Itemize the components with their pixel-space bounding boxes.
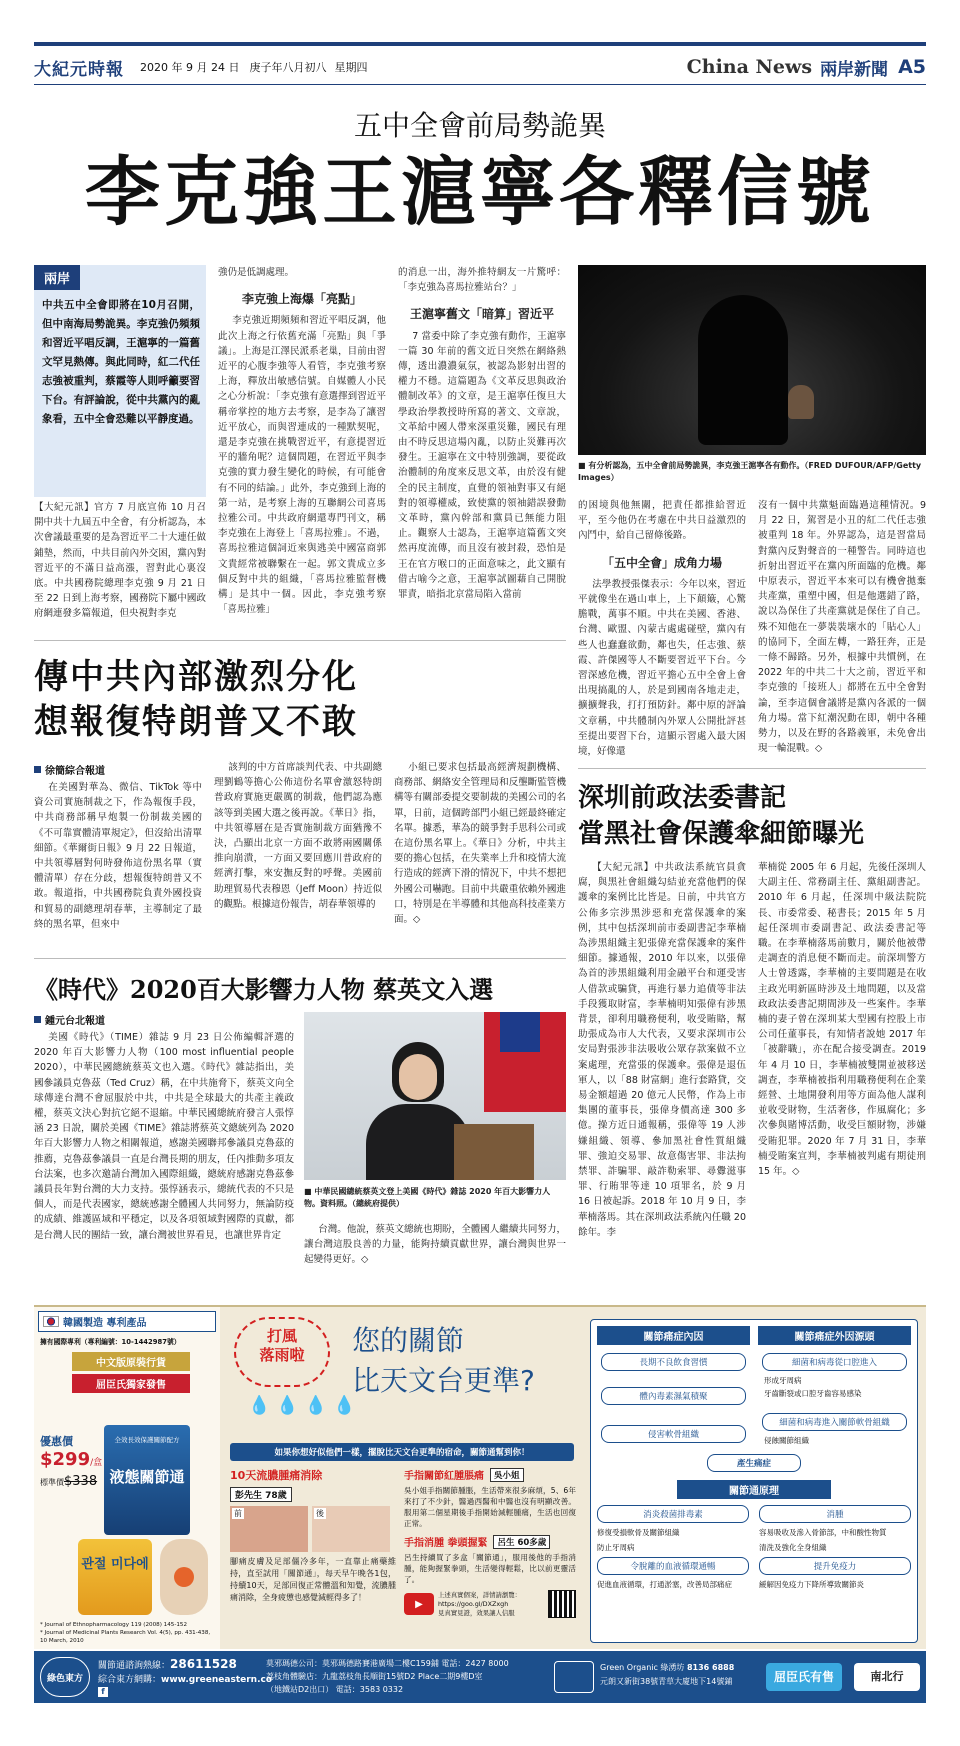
- lead-col3b-body2: 法學教授張傑表示：今年以來，習近平就像坐在過山車上，上下顛簸，心驚膽戰，萬事不順。中共在美國、香港、台灣、歐盟、內蒙古處處碰壁，黨內有些人也蠢蠢欲動，鄰也失，任志強、蔡霞、許傑國等人不斷要習近平下台。今習深感危機，習近平擔心五中全會上會出現搞亂的人，於是到國南各地走走，擴擴聲我，打打預防針。鄰中原的評論文章稱，中共體制內外眾人公開批評甚至提出要習下台，這顯示習處入最大困境，好像還: [578, 578, 746, 758]
- podium: [454, 1124, 534, 1180]
- ad-case3-name: 呂生 60多歲: [493, 1535, 550, 1549]
- ad-diagram-left-item: 長期不良飲食習慣: [601, 1353, 746, 1371]
- ad-refs: * Journal of Ethnopharmacology 119 (2008) 145-152 * Journal of Medicinal Plants Research Vol. 4(5), pp. 431-438, 10 March, 2010: [40, 1622, 211, 1644]
- ad-principle-title: 關節通原理: [677, 1480, 831, 1499]
- art3-byline-text: 鍾元台北報道: [45, 1016, 105, 1027]
- portrait-face: [399, 1054, 437, 1100]
- ad-case1-before-photo: [230, 1506, 308, 1552]
- ad-diagram-result: 產生痛症: [707, 1454, 801, 1472]
- art3-photo: [304, 1012, 566, 1180]
- lead-photo-caption: ■ 有分析認為，五中全會前局勢詭異，李克強王滬寧各有動作。（FRED DUFOUR/AFP/Getty Images）: [578, 461, 922, 482]
- shop2-note: （地鐵站D2出口）: [266, 1685, 334, 1694]
- nanbei-badge: 南北行: [854, 1663, 920, 1691]
- ad-orig-price: $338: [64, 1474, 98, 1489]
- ad-diagram-left-title: 關節痛症內因: [597, 1326, 750, 1345]
- lead-subhead-li: 李克強上海爆「亮點」: [241, 292, 362, 307]
- ad-cloud: [234, 1317, 330, 1387]
- ad-case1-after-label: 後: [316, 1509, 324, 1518]
- hotline-label: 關節通諮詢熱線：: [98, 1661, 171, 1671]
- ad-hero: [234, 1317, 554, 1437]
- green-organic-name: Green Organic 綠湧坊: [600, 1663, 685, 1672]
- art4-col1: 【大紀元訊】中共政法系統官員貪腐，與黑社會組織勾結並充當他們的保護傘的案例比比皆是。日前，中共官方公佈多宗涉黑涉惡和充當保護傘的案例，其中包括深圳前市委副書記李華楠為涉黑組織主犯張偉充當保護傘的案件細節。據通報，2010 年以來，以張偉為首的涉黑組織利用金融平台和運受害人借款或騙貸，再進行暴力追債等非法手段獲取財富，李華楠明知張偉有涉黑背景，卻利用職務便利，收受賄賂，幫助張成為市人大代表，又要求深圳市公安局對張涉非法吸收公眾存款案做不立案處理，充當張的保護傘。張偉是退伍軍人，以「88 財富網」進行套路貸，交易金額超過 20 億元人民幣，作為上市集團的董事長，張偉身價高達 300 多億。操方近日通報稱，張偉等 19 人涉嫌組織、領導、參加黑社會性質組織罪、強迫交易罪、故意傷害罪、非法拘禁罪、詐騙罪、敲詐勒索罪、尋釁滋事罪、行賄罪等達 10 項罪名，於 9 月 16 日被起訴。2018 年 10 月 9 日，李華楠落馬。其在深圳政法系統內任職 20 餘年。李: [578, 862, 746, 1238]
- ad-hero-text: [352, 1321, 535, 1401]
- ad-case2-body: 吳小姐手指關節腫脹，生活帶來很多麻煩，5、6年來打了不少針，醫過西醫和中醫也沒有明顯改善。服用第二個星期後手指開始減輕腫痛，生活也回復正常。: [404, 1486, 576, 1528]
- ad-raindrops-icon: 💧💧💧💧: [248, 1395, 362, 1416]
- art2-col2: 該判的中方首席談判代表、中共副總理劉鶴等擔心公佈這份名單會激怒特朗普政府實施更嚴厲的制裁，他們認為應該等到美國大選之後再說。《華日》指，中共領導層在是否實施制裁方面猶豫不決，凸顯出北京一方面不敢將兩國關係推向崩潰，一方面又要回應川普政府的經濟打擊，來安撫反對的呼聲。美國前助理貿易代表穆恩（Jeff Moon）持近似的觀點。根據這份報告，胡春華領導的: [214, 762, 382, 910]
- lead-col2: [218, 265, 386, 617]
- ad-orig-label: 標準價: [40, 1478, 64, 1487]
- ad-case2-title: 手指關節紅腫脹痛: [404, 1471, 484, 1482]
- shop2-tel: 電話：3583 0332: [335, 1685, 404, 1694]
- silhouette-figure: [698, 295, 788, 445]
- ad-case1-photos: [230, 1506, 396, 1552]
- ad-principle-desc: 容易吸收及滲入骨節部，中和酸性物質: [759, 1528, 887, 1537]
- ad-knee-illustration: [160, 1539, 208, 1615]
- lead-kicker: 五中全會前局勢詭異: [353, 109, 606, 142]
- korea-flag-icon: [43, 1316, 59, 1327]
- ad-principle: 消腫: [759, 1505, 911, 1523]
- ad-product-column: [34, 1307, 220, 1649]
- shop1-address: 莫邪瑪德公司：莫邪瑪德路賽港廣場二樓C159鋪: [266, 1659, 439, 1668]
- ad-video-text: 上述真實個案，詳情請瀏覽： https://goo.gl/DXZxgh 見真實見證，效果讓人信服: [438, 1590, 522, 1617]
- ad-panel: [34, 1305, 926, 1649]
- divider: [34, 958, 566, 959]
- ad-hero-line2: 比天文台更準?: [352, 1364, 535, 1397]
- green-organic-address: 元朗又新街38號青草大廈地下14號鋪: [600, 1677, 733, 1686]
- art2-col3: 小組已要求包括最高經濟規劃機構、商務部、網絡安全管理局和反壟斷監管機構等有關部委提交要制裁的美國公司的名單，日前，這個跨部門小組已經最終確定名單。據悉，華為的競爭對手思科公司或在這份黑名單上。《華日》分析，中共主要的擔心包括，在失業率上升和疫情大流行造成的經濟下滑的情況下，中共不想把外國公司嚇跑。目前中共嚴重依賴外國進口，特別是在半導體和其他高科技產業方面。◇: [394, 762, 566, 926]
- ad-brand-flag: [38, 1311, 216, 1332]
- ad-cloud-line1: 打風: [266, 1327, 297, 1345]
- ad-case-1: [230, 1467, 396, 1643]
- ad-sachet-text: 관절 미다에: [81, 1557, 149, 1572]
- lead-subhead-plenum: 「五中全會」成角力場: [601, 555, 722, 570]
- top-rule: [34, 42, 926, 46]
- ad-diagram-right: [758, 1326, 911, 1446]
- art3-byline: [34, 1012, 105, 1027]
- ad-principle-desc: 促進血液循環，打通淤塞，改善局部痛症: [597, 1580, 732, 1589]
- lead-col3-body: 7 當委中除了李克強有動作，王滬寧一篇 30 年前的舊文近日突然在網絡熱傳，透出濃濃氣氛，被認為影射出習的權力不穩。這篇題為《文革反思與政治體制改革》的文章，是王滬寧任復旦大學政治學教授時所寫的著文、文章說，文革給中國人帶來深重災難，國民有理由不時反思這場內亂，以防止災難再次發生。王滬寧在文中特別強調，要從政治體制的角度來反思文革，由於沒有健全的民主制度，直覺的領袖對事又有絕對的領導權威，致使黨的領袖錯誤發動文革時，黨內幹部和黨員已無能力阻止。觀察人士認為，王滬寧這篇舊文突然再度流傳，而且沒有被封殺，恐怕是王在官方喉口的正面意味之，此文顯有借古喻今之意，王滬寧試圖藉自己開脫罪責，暗指北京當局陷入當前: [398, 330, 566, 601]
- web-label: 綜合東方網購：: [98, 1675, 162, 1685]
- art3-tail: 台灣。他說，蔡英文總統也期盼，全體國人繼續共同努力，讓台灣這股良善的力量，能夠持續貢獻世界，讓台灣與世界一起變得更好。◇: [304, 1224, 566, 1266]
- ad-principles: [597, 1505, 911, 1590]
- ad-case1-name: 彭先生 78歲: [230, 1487, 292, 1502]
- ad-diagram-left: [597, 1326, 750, 1446]
- art4-headline: [578, 780, 926, 852]
- ad-cloud-line2: 落雨啦: [259, 1346, 305, 1364]
- date: 2020 年 9 月 24 日: [140, 61, 240, 74]
- byline-square-icon: [34, 1016, 41, 1023]
- shop2-address: 荔枝角體驗店：九龍荔枝角長順街15號D2 Place二期9樓D室: [266, 1672, 483, 1681]
- ad-sachet: [78, 1539, 152, 1615]
- ad-case3-title: 手指消腫 拳頭握緊: [404, 1538, 488, 1549]
- green-organic-logo: [554, 1661, 594, 1693]
- ad-joint-pain-icon: [174, 1567, 194, 1587]
- ad-brand-flag-text: 韓國製造 專利產品: [63, 1318, 147, 1329]
- ad-banner: 如果你想好似他們一樣，擺脫比天文台更準的宿命，關節通幫到你！: [230, 1443, 574, 1461]
- hotline-number[interactable]: 28611528: [170, 1657, 237, 1671]
- ad-case2-name: 吳小姐: [490, 1468, 524, 1482]
- ad-footer-shops: [266, 1657, 546, 1696]
- divider: [578, 768, 926, 769]
- flag-blue-canton: [500, 1012, 540, 1052]
- art2-headline-line1: 傳中共內部激烈分化: [34, 657, 358, 697]
- ad-video-block: [404, 1590, 576, 1618]
- section-english: China News: [686, 56, 813, 78]
- lead-summary: 中共五中全會即將在10月召開，但中南海局勢詭異。李克強仍頻頻和習近平唱反調，王滬寧的一篇舊文罕見熱傳。與此同時，紅二代任志強被重判，蔡霞等人則呼籲要習下台。有評論說，從中共黨內的亂象看，五中全會恐難以平靜度過。: [42, 299, 200, 425]
- ad-patent: 擁有國際專利（專利編號：10-1442987號）: [40, 1338, 181, 1346]
- lead-col1-body: 【大紀元訊】官方 7 月底宣佈 10 月召開中共十九屆五中全會，有分析認為，本次會議最重要的是為習近平二十大連任做鋪墊，然而，中共目前內外交困，黨內對習近平的不滿日益高漲，習對此心裏沒底。中共國務院總理李克強 9 月 21 日至 22 日到上海考察，國務院下屬中國政府網連發多篇報道，但央視對李克: [34, 502, 206, 620]
- section-tag: 兩岸: [34, 265, 80, 290]
- ad-ribbon-2: 屈臣氏獨家發售: [72, 1374, 190, 1393]
- ad-price-block: [40, 1433, 102, 1489]
- ad-diagram-right-note: 形成牙周病: [764, 1376, 802, 1385]
- ad-case-2: [404, 1467, 576, 1643]
- lead-col3b-body: 的困境與他無關，把責任都推給習近平，至今他仍在考慮在中共日益激烈的內鬥中，給自己留條後路。: [578, 500, 746, 542]
- lead-col3b: [578, 498, 746, 759]
- ad-product-badge: 全效長效保護關節配方: [114, 1436, 180, 1444]
- lead-col4-body: 沒有一個中共黨魁面臨過這種情況。9 月 22 日，駕習是小丑的紅二代任志強被重判 18 年。外界認為，這是習當局對黨內反對聲音的一種警告。同時這也折射出習近平在黨內所面臨的危機。鄰中原表示，習近平本來可以有機會拋棄共產黨，重塑中國，但是他選錯了路，說以為保住了共產黨就是保住了自己。殊不知他在一夢裝裝壞水的「貼心人」的協同下，全面左轉，一路狂奔，正是一條不歸路。另外，根據中共慣例，在 2022 年的中共二十大之前，習近平和李克強的「接班人」都將在五中全會對論，至李這個會議將是黨內各派的一個角力場。當下紅潮況動在即，朝中各種勢力，以及在野的各路義軍，未免會出現一輪混戰。◇: [758, 500, 926, 755]
- facebook-icon[interactable]: f: [98, 1687, 108, 1697]
- ad-footer-contact: [98, 1657, 272, 1697]
- ad-case1-title: 10天流膿腫痛消除: [230, 1469, 323, 1482]
- ad-principle: 提升免疫力: [759, 1557, 911, 1575]
- ad-diagram-right-note: 侵蝕關節組織: [764, 1436, 809, 1445]
- ad-diagram-right-note: 牙齒斷裂或口腔牙齒容易感染: [764, 1389, 862, 1398]
- masthead: [34, 52, 926, 82]
- art4-headline-line1: 深圳前政法委書記: [578, 783, 787, 813]
- ad-diagram-right-item: 細菌和病毒進入關節軟骨組織: [762, 1413, 907, 1431]
- art4-col2: 華楠從 2005 年 6 月起，先後任深圳人大副主任、常務副主任、黨組副書記。2010 年 6 月起，任深圳中級法院院長、市委常委、秘書長；2015 年 5 月起任深圳市委副書記、政法委書記等職。在李華楠落馬前數月，關於他被帶走調查的消息便不斷而走。前深圳警方人士曾透露，李華楠的主要問題是在收主政光明新區時涉及土地問題，以及當政政法委書記期間涉及一些案件。李華楠的妻子曾在深圳某大型國有控股上市公司任董事長，有知情者說她 2017 年「被辭職」，亦在配合接受調查。2019 年 4 月 10 日，李華楠被雙開並被移送調查，李華楠被指利用職務便利在企業經營、土地開發利用等方面為他人謀利並收受財物，生活奢侈，作風腐化；多次參與賭博活動，收受巨額財物，涉嫌受賄犯罪。2020 年 7 月 31 日，李華楠受賄案宣判，李華楠被判處有期徒刑 15 年。◇: [758, 862, 926, 1178]
- art2-headline-line2: 想報復特朗普又不敢: [34, 702, 358, 742]
- shop1-tel: 電話：2427 8000: [441, 1659, 509, 1668]
- art3-photo-caption: ■ 中華民國總統蔡英文登上美國《時代》雜誌 2020 年百大影響力人物。資料照。（總統府提供）: [304, 1187, 551, 1208]
- ad-principle: 令脫離的血液循環通暢: [597, 1557, 749, 1575]
- section-chinese: 兩岸新聞: [820, 59, 889, 80]
- lead-col3-top: 的消息一出，海外推特網友一片驚呼：「李克強為喜馬拉雅站台？」: [398, 267, 566, 294]
- ad-principle-desc: 緩解因免疫力下降所導致關節炎: [759, 1580, 864, 1589]
- lead-col3: [398, 265, 566, 602]
- art4-headline-line2: 當黑社會保護傘細節曝光: [578, 819, 865, 849]
- page-number: A5: [898, 56, 926, 78]
- ad-principle-desc: 防止牙周病: [597, 1543, 635, 1552]
- ad-diagram-left-item: 侵害軟骨組織: [601, 1425, 746, 1443]
- lead-subhead-wang: 王滬寧舊文「暗算」習近平: [409, 307, 554, 322]
- ad-diagram-right-title: 關節痛症外因源頭: [758, 1326, 911, 1345]
- play-icon[interactable]: ▶: [404, 1593, 434, 1615]
- ad-product-box: [104, 1425, 190, 1535]
- ad-product-name: 液態關節通: [109, 1468, 185, 1486]
- lunar-date: 庚子年八月初八: [249, 61, 327, 74]
- ad-principle: 消炎殺菌排毒素: [597, 1505, 749, 1523]
- art3-body: 美國《時代》（TIME）雜誌 9 月 23 日公佈編輯評選的 2020 年百大影響力人物（100 most influential people 2020），中華民國總統蔡英文也入選。《時代》雜誌指出，美國參議員克魯茲（Ted Cruz）稱，在中共施脅下，蔡英文向全球傳達台灣不會屈服於中共，中共是全球最大的共產主義政權，蔡英文決心對抗它絕不退縮。中華民國總統府發言人張惇涵 23 日說，關於美國《TIME》雜誌將蔡英文總統列為 2020 年百大影響力人物之相關報道，感謝美國聯邦參議員克魯茲的推薦，克魯茲參議員一直是台灣長期的朋友，任內推動多項友台法案，也多次邀請台灣加入國際組織，總統府感謝克魯茲參議員長年對台灣的大力支持。張惇涵表示，總統代表的不只是個人，而是代表國家，總統感謝全體國人共同努力，無論防疫的成績、維護區域和平穩定，以及各項領域對國際的貢獻，都是台灣人民的團結一致，讓台灣被世界看見，也讓世界肯定: [34, 1032, 294, 1241]
- byline-square-icon: [34, 766, 41, 773]
- lead-summary-box: [34, 265, 206, 497]
- ad-price-label: 優惠價: [40, 1435, 73, 1448]
- art2-byline: [34, 762, 105, 777]
- green-organic-tel: 8136 6888: [686, 1663, 735, 1672]
- ad-case3-body: 呂生持續買了多盒「關節通」，服用後他的手指消腫，能夠握緊拳頭，生活變得輕鬆，比以前更靈活了。: [404, 1553, 576, 1584]
- ad-case1-body: 腳痛皮膚及足部僵冷多年，一直靠止痛藥維持，直至試用「關節通」，每天早午晚各1包，持續10天，足部回復正常體溫和知覺，流膿腫痛消除，全身疲憊也感覺減輕得多了！: [230, 1557, 396, 1602]
- ad-case1-before-label: 前: [234, 1509, 242, 1518]
- ad-price-unit: /盒: [90, 1458, 103, 1468]
- ad-diagram: [590, 1319, 918, 1643]
- newspaper-logo: 大紀元時報: [34, 59, 124, 80]
- ad-diagram-left-item: 體內毒素濕氣積聚: [601, 1387, 746, 1405]
- art2-headline: [34, 655, 566, 745]
- background-figure: [788, 385, 814, 419]
- ad-footer: [34, 1651, 926, 1703]
- divider: [34, 640, 566, 641]
- ad-footer-logo-text: 綠色東方: [46, 1673, 83, 1684]
- ad-case1-after-photo: [312, 1506, 390, 1552]
- ad-principle-desc: 清洗及強化全身組織: [759, 1543, 827, 1552]
- lead-photo: [578, 265, 926, 455]
- lead-col2-body: 李克強近期頻頻和習近平唱反調，他此次上海之行依舊充滿「亮點」與「爭議」。上海是江澤民派系老巢，目前由習近平的心腹李強等人看管，李克強考察上海，釋放出敏感信號。自媒體人小民之心分析說：「李克強有意選擇到習近平稱帝掌控的地方去考察，是李為了讓習近平放心，而與習連成的一種默契呢，還是李克強在挑戰習近平，有意提習近平的牆角呢？這個問題，在習近平與李克強的實力發生變化的時候，有可能會有不同的結論。」此外，李克強到上海的第一站，是考察上海的互聯網公司喜馬拉雅公司。中共政府網還專門刊文，稱李克強在上海登上「喜馬拉雅」。不過，喜馬拉雅這個詞近來與逃美中國富商郭文貴經常被聯繫在一起。郭文貴成立多個反對中共的組織，「喜馬拉雅監督機構」是其中一個。因此，李克強考察「喜馬拉雅」: [218, 315, 386, 616]
- masthead-underline: [34, 84, 926, 85]
- art2-col1: 在美國對華為、微信、TikTok 等中資公司實施制裁之下，作為報復手段，中共商務部稱早炮製一份制裁美國的《不可靠實體清單規定》，但沒給出清單細節。《華爾街日報》9 月 22 日報道，中共領導層對何時發佈這份黑名單（實體清單）存在分歧，想報復特朗普又不敢。報道指，中共國務院負責外國投資和貿易的副總理胡春華，主導制定了最終的黑名單，但來中: [34, 782, 202, 930]
- lead-headline: 李克強王滬寧各釋信號: [84, 148, 875, 236]
- art3-headline: 《時代》2020百大影響力人物 蔡英文入選: [34, 975, 494, 1004]
- watsons-badge: 屈臣氏有售: [766, 1663, 842, 1691]
- ad-footer-green: [600, 1661, 734, 1689]
- weekday: 星期四: [334, 61, 368, 74]
- qr-code-icon[interactable]: [548, 1590, 576, 1618]
- web-link[interactable]: www.greeneastern.co: [161, 1675, 273, 1685]
- ad-footer-logo: [40, 1657, 90, 1697]
- lead-col2-top: 強仍是低調處理。: [218, 267, 295, 278]
- ad-principle-desc: 修復受損軟骨及關節組織: [597, 1528, 680, 1537]
- art2-byline-text: 徐簡綜合報道: [45, 766, 105, 777]
- ad-hero-line1: 您的關節: [352, 1324, 465, 1357]
- ad-price: $299: [40, 1449, 91, 1470]
- ad-ribbon-1: 中文版原裝行貨: [72, 1352, 190, 1371]
- ad-diagram-right-item: 細菌和病毒從口腔進入: [762, 1353, 907, 1371]
